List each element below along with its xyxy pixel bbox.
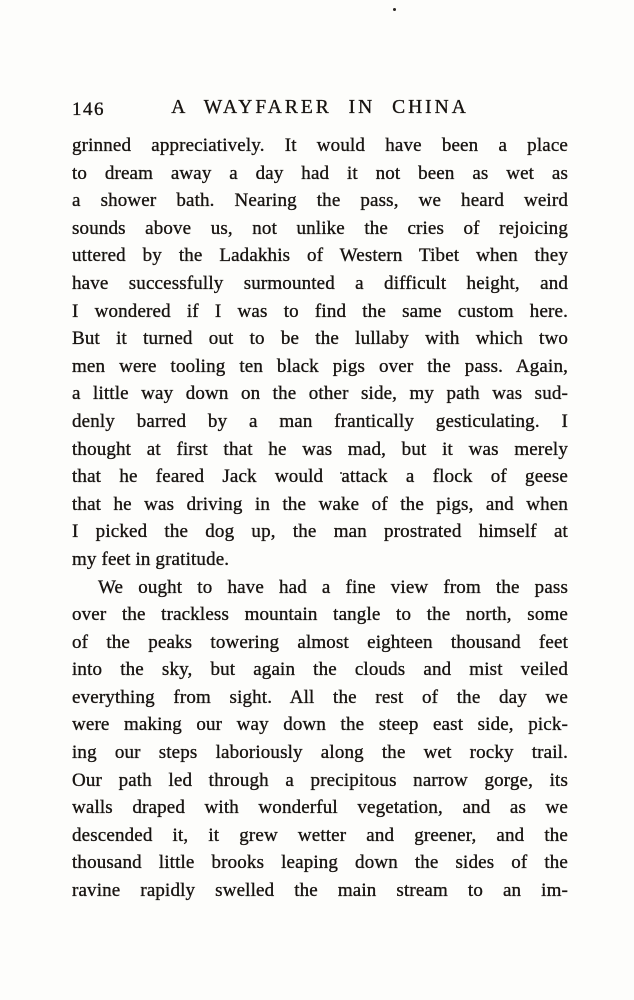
text-line: descended it, it grew wetter and greener, and the xyxy=(72,824,568,846)
text-line: over the trackless mountain tangle to the north, some xyxy=(72,604,568,626)
text-line: grinned appreciatively. It would have been a place xyxy=(72,135,568,156)
text-line: Our path led through a precipitous narrow gorge, its xyxy=(72,769,568,791)
text-line: were making our way down the steep east side, pick- xyxy=(72,714,568,736)
text-line: into the sky, but again the clouds and mist veiled xyxy=(72,659,568,681)
text-line: ing our steps laboriously along the wet rocky trail. xyxy=(72,742,568,764)
text-line: to dream away a day had it not been as wet as xyxy=(72,162,568,184)
text-line: of the peaks towering almost eighteen thousand feet xyxy=(72,631,568,653)
text-line: men were tooling ten black pigs over the pass. Again, xyxy=(72,355,568,377)
text-line: thousand little brooks leaping down the sides of the xyxy=(72,852,568,874)
text-line: But it turned out to be the lullaby with which two xyxy=(72,328,568,350)
text-line: have successfully surmounted a difficult height, and xyxy=(72,272,568,294)
text-line: everything from sight. All the rest of the day we xyxy=(72,686,568,708)
paragraph xyxy=(72,132,568,574)
running-title: A WAYFARER IN CHINA xyxy=(171,97,469,118)
body-text xyxy=(72,132,568,905)
text-line: I wondered if I was to find the same custom here. xyxy=(72,300,568,322)
text-line: denly barred by a man frantically gesticulating. I xyxy=(72,410,568,432)
text-line: my feet in gratitude. xyxy=(72,548,230,570)
text-line: thought at first that he was mad, but it was merely xyxy=(72,438,568,460)
text-line: a little way down on the other side, my path was sud- xyxy=(72,383,568,405)
text-line: a shower bath. Nearing the pass, we heard weird xyxy=(72,190,568,212)
text-line: ravine rapidly swelled the main stream to an im- xyxy=(72,880,568,902)
text-line: walls draped with wonderful vegetation, and as we xyxy=(72,797,568,819)
text-line: We ought to have had a fine view from the pass xyxy=(98,576,568,598)
text-line: I picked the dog up, the man prostrated himself at xyxy=(72,521,568,543)
text-line: that he feared Jack would attack a flock of geese xyxy=(72,466,568,488)
paragraph xyxy=(72,574,568,905)
text-line: uttered by the Ladakhis of Western Tibet when they xyxy=(72,245,568,267)
text-line: sounds above us, not unlike the cries of rejoicing xyxy=(72,217,568,239)
scan-speck xyxy=(393,8,396,11)
page-number: 146 xyxy=(72,99,105,120)
text-line: that he was driving in the wake of the pigs, and when xyxy=(72,493,568,515)
running-header xyxy=(72,97,568,123)
